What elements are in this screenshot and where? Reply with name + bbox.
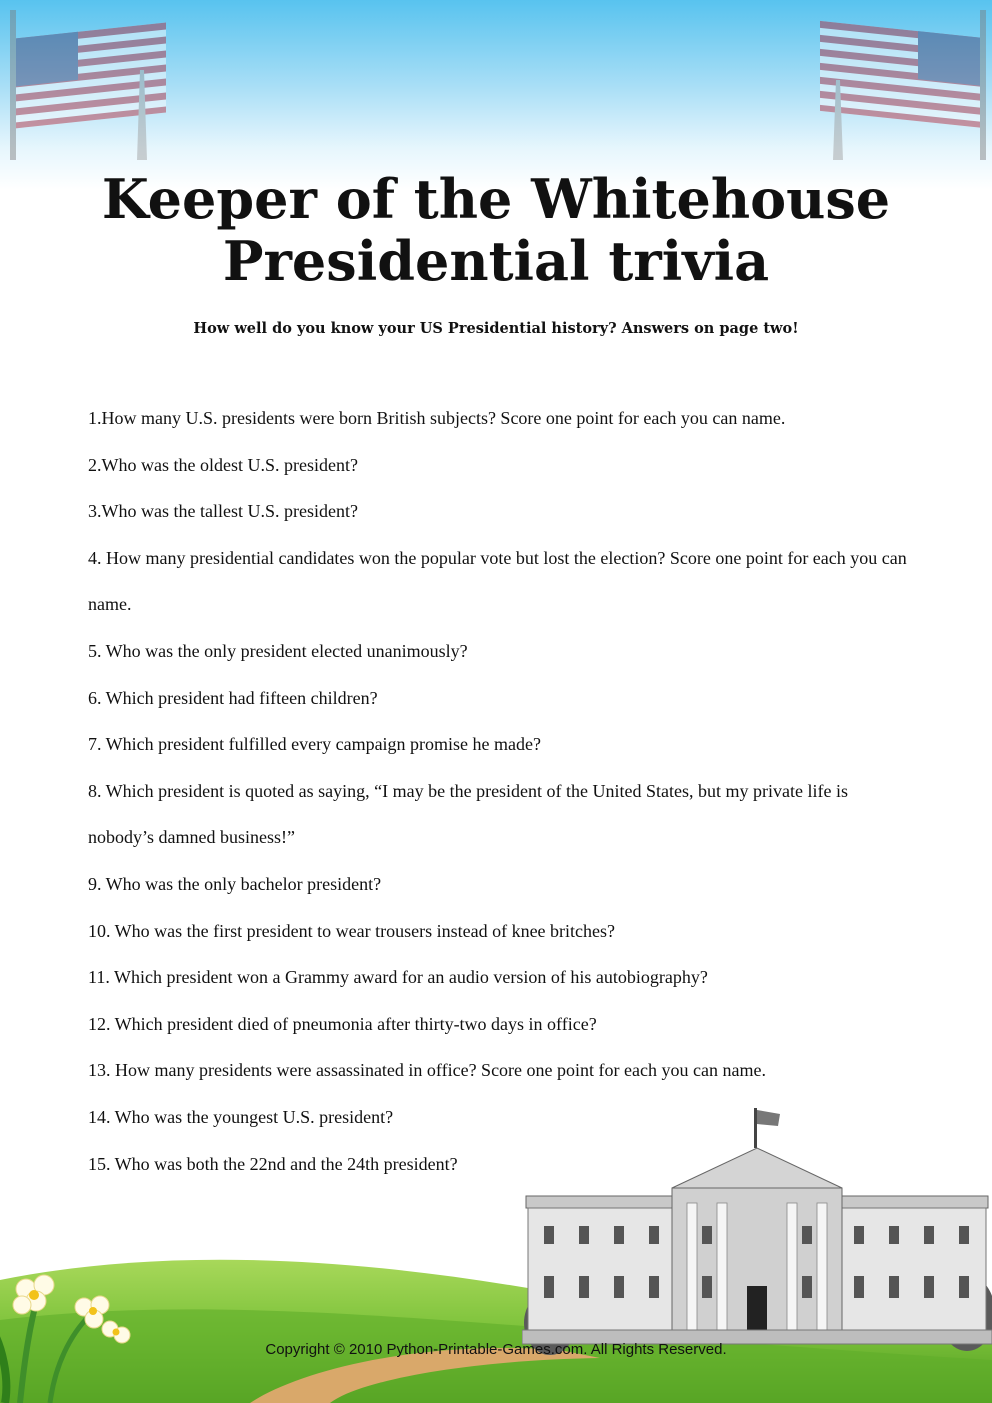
question-item: 10. Who was the first president to wear trousers instead of knee britches?	[88, 920, 616, 941]
title-line-1: Keeper of the Whitehouse	[101, 167, 891, 231]
us-flag-icon	[812, 10, 992, 160]
us-flag-icon	[0, 10, 170, 160]
question-item: 12. Which president died of pneumonia after thirty-two days in office?	[88, 1013, 597, 1034]
question-item: 8. Which president is quoted as saying, “I may be the president of the United States, but my private life is nobody’s damned business!”	[88, 780, 848, 848]
question-item: 11. Which president won a Grammy award for an audio version of his autobiography?	[88, 967, 708, 988]
question-item: 3.Who was the tallest U.S. president?	[88, 501, 358, 522]
daffodil-icon	[0, 1245, 140, 1403]
question-item: 2.Who was the oldest U.S. president?	[88, 454, 358, 475]
question-item: 5. Who was the only president elected unanimously?	[88, 640, 468, 661]
title-line-2: Presidential trivia	[222, 229, 770, 293]
question-item: 7. Which president fulfilled every campaign promise he made?	[88, 734, 542, 755]
question-item: 6. Which president had fifteen children?	[88, 687, 378, 708]
question-item: 14. Who was the youngest U.S. president?	[88, 1106, 394, 1127]
question-item: 4. How many presidential candidates won the popular vote but lost the election? Score one point for each you can name.	[88, 547, 907, 615]
question-item: 13. How many presidents were assassinated in office? Score one point for each you can name.	[88, 1060, 766, 1081]
white-house-icon	[522, 1108, 992, 1363]
question-list	[88, 395, 908, 1187]
page-title	[0, 168, 992, 292]
question-item: 1.How many U.S. presidents were born British subjects? Score one point for each you can name.	[88, 408, 786, 428]
page-subtitle: How well do you know your US Presidential history? Answers on page two!	[193, 320, 799, 337]
question-item: 9. Who was the only bachelor president?	[88, 873, 382, 894]
question-item: 15. Who was both the 22nd and the 24th president?	[88, 1153, 458, 1174]
copyright-notice: Copyright © 2010 Python-Printable-Games.com. All Rights Reserved.	[265, 1341, 727, 1358]
